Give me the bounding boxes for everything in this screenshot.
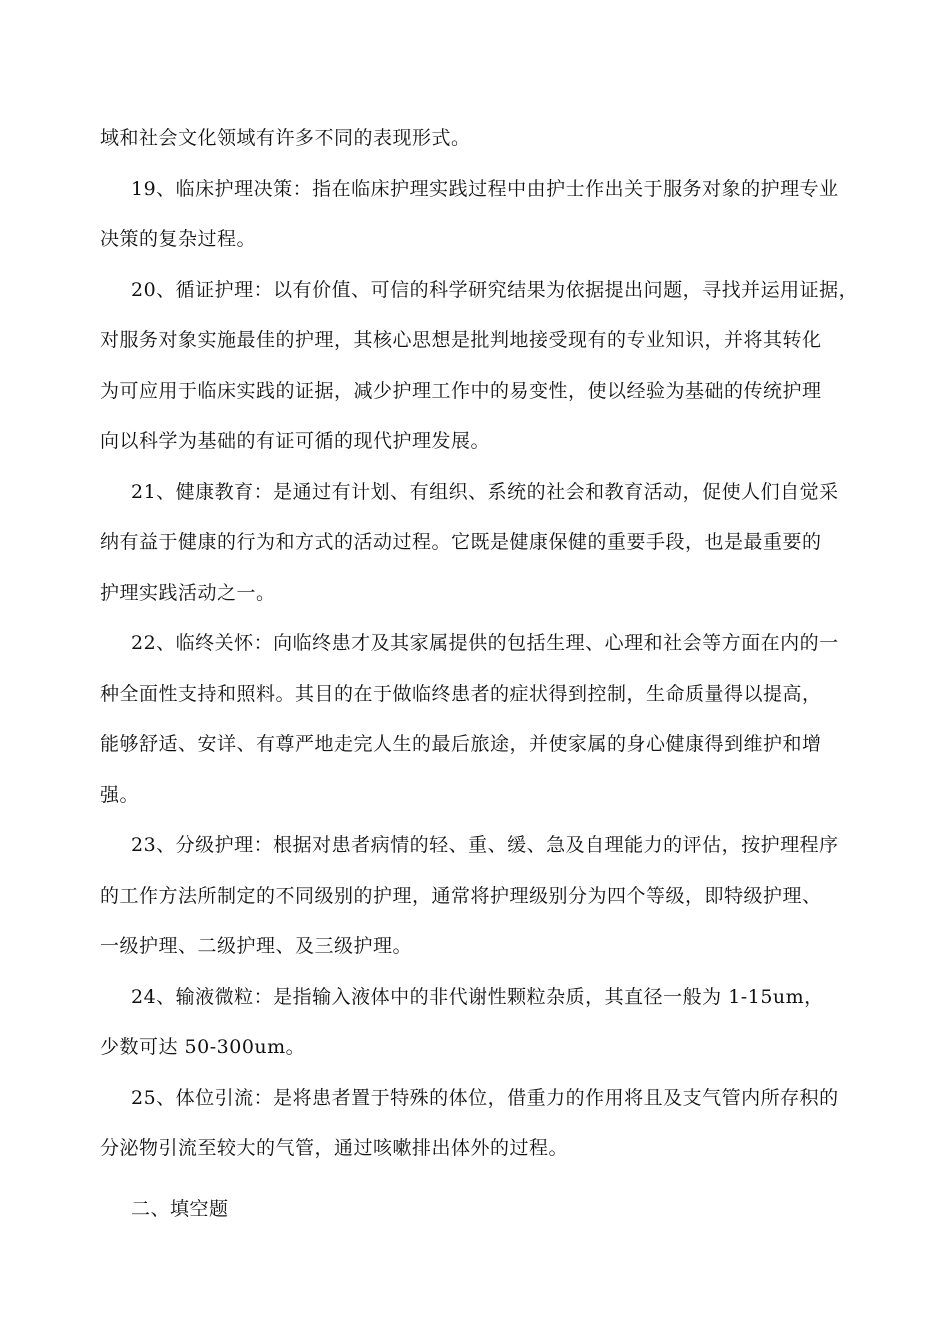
text-line: 护理实践活动之一。 bbox=[100, 582, 276, 604]
text-line: 域和社会文化领域有许多不同的表现形式。 bbox=[100, 127, 471, 149]
section-heading: 二、填空题 bbox=[131, 1198, 229, 1220]
text-line: 22、临终关怀：向临终患才及其家属提供的包括生理、心理和社会等方面在内的一 bbox=[131, 632, 839, 654]
text-line: 纳有益于健康的行为和方式的活动过程。它既是健康保健的重要手段，也是最重要的 bbox=[100, 531, 822, 553]
text-line: 对服务对象实施最佳的护理，其核心思想是批判地接受现有的专业知识，并将其转化 bbox=[100, 329, 822, 351]
text-line: 种全面性支持和照料。其目的在于做临终患者的症状得到控制，生命质量得以提高， bbox=[100, 683, 822, 705]
text-line: 的工作方法所制定的不同级别的护理，通常将护理级别分为四个等级，即特级护理、 bbox=[100, 885, 822, 907]
text-line: 能够舒适、安详、有尊严地走完人生的最后旅途，并使家属的身心健康得到维护和增 bbox=[100, 733, 822, 755]
text-line: 19、临床护理决策：指在临床护理实践过程中由护士作出关于服务对象的护理专业 bbox=[131, 178, 839, 200]
text-line: 少数可达 50-300um。 bbox=[100, 1036, 306, 1058]
text-line: 21、健康教育：是通过有计划、有组织、系统的社会和教育活动，促使人们自觉采 bbox=[131, 481, 839, 503]
text-line: 23、分级护理：根据对患者病情的轻、重、缓、急及自理能力的评估，按护理程序 bbox=[131, 834, 839, 856]
text-line: 24、输液微粒：是指输入液体中的非代谢性颗粒杂质，其直径一般为 1-15um， bbox=[131, 986, 824, 1008]
text-line: 向以科学为基础的有证可循的现代护理发展。 bbox=[100, 430, 491, 452]
text-line: 25、体位引流：是将患者置于特殊的体位，借重力的作用将且及支气管内所存积的 bbox=[131, 1087, 839, 1109]
text-line: 为可应用于临床实践的证据，减少护理工作中的易变性，使以经验为基础的传统护理 bbox=[100, 380, 822, 402]
text-line: 一级护理、二级护理、及三级护理。 bbox=[100, 935, 413, 957]
text-line: 强。 bbox=[100, 784, 140, 806]
text-line: 20、循证护理：以有价值、可信的科学研究结果为依据提出问题，寻找并运用证据， bbox=[131, 279, 859, 301]
text-line: 分泌物引流至较大的气管，通过咳嗽排出体外的过程。 bbox=[100, 1137, 569, 1159]
text-line: 决策的复杂过程。 bbox=[100, 228, 257, 250]
